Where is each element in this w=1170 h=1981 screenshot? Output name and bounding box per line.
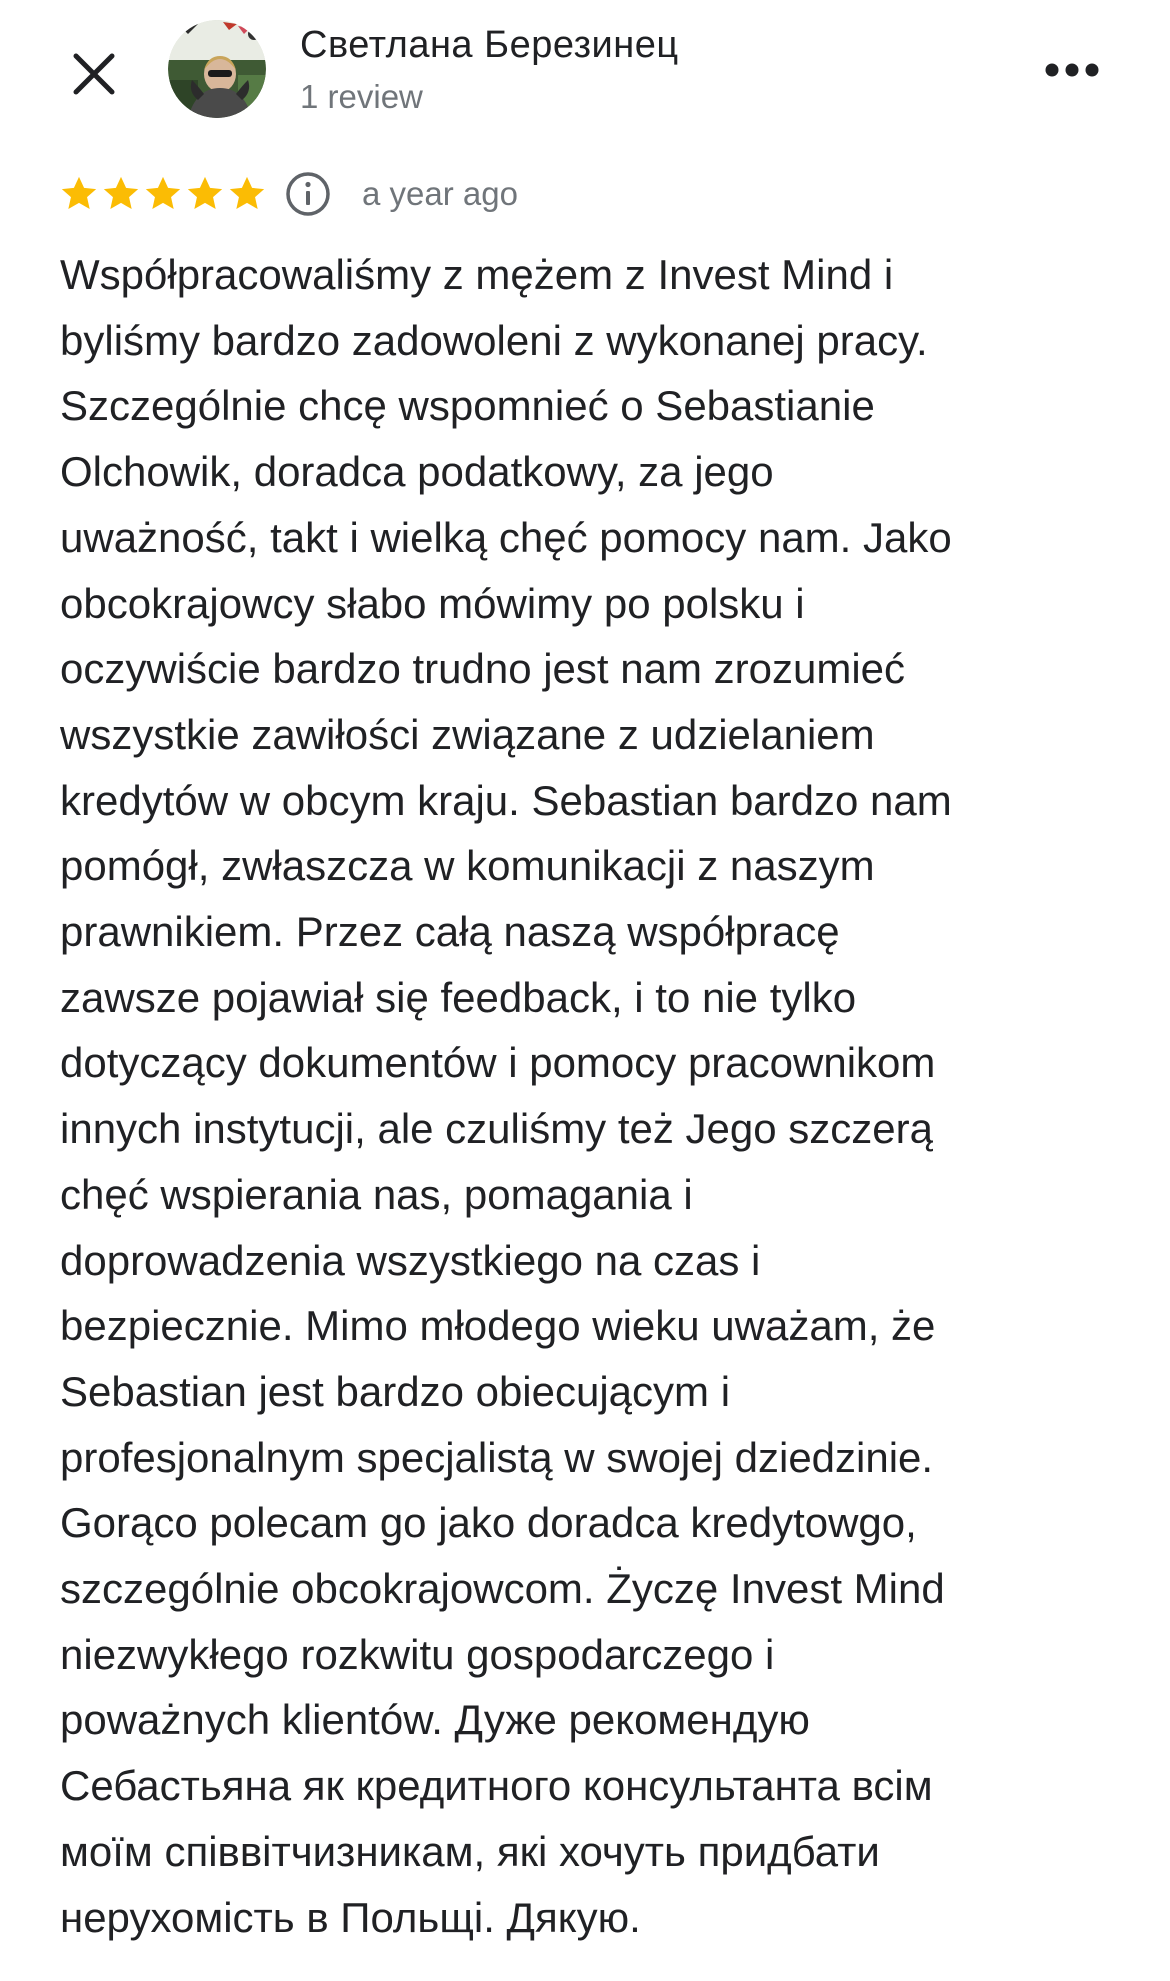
review-count[interactable]: 1 review bbox=[300, 78, 423, 115]
review-date: a year ago bbox=[362, 175, 518, 212]
star-icon bbox=[100, 173, 142, 215]
star-icon bbox=[58, 173, 100, 215]
review-header bbox=[0, 0, 1170, 150]
star-icon bbox=[226, 173, 268, 215]
rating-row bbox=[58, 168, 518, 220]
star-icon bbox=[142, 173, 184, 215]
avatar-photo bbox=[168, 20, 266, 118]
avatar[interactable] bbox=[168, 20, 266, 118]
more-options-button[interactable] bbox=[1040, 50, 1104, 90]
info-button[interactable] bbox=[284, 170, 332, 218]
more-horizontal-icon bbox=[1045, 63, 1099, 77]
star-icon bbox=[184, 173, 226, 215]
reviewer-name[interactable]: Светлана Березинец bbox=[300, 24, 679, 66]
review-body: Współpracowaliśmy z mężem z Invest Mind i byliśmy bardzo zadowoleni z wykonanej pracy. Szczególnie chcę wspomnieć o Sebastianie Olchowik, doradca podatkowy, za jego uważność, takt i wielką chęć pomocy nam. Jako obcokrajowcy słabo mówimy po polsku i oczywiście bardzo trudno jest nam zrozumieć wszystkie zawiłości związane z udzielaniem kredytów w obcym kraju. Sebastian bardzo nam pomógł, zwłaszcza w komunikacji z naszym prawnikiem. Przez całą naszą współpracę zawsze pojawiał się feedback, i to nie tylko dotyczący dokumentów i pomocy pracownikom innych instytucji, ale czuliśmy też Jego szczerą chęć wspierania nas, pomagania i doprowadzenia wszystkiego na czas i bezpiecznie. Mimo młodego wieku uważam, że Sebastian jest bardzo obiecującym i profesjonalnym specjalistą w swojej dziedzinie. Gorąco polecam go jako doradca kredytowgo, szczególnie obcokrajowcom. Życzę Invest Mind niezwykłego rozkwitu gospodarczego i poważnych klientów. Дуже рекомендую Себастьяна як кредитного консультанта всім моїм співвітчизникам, які хочуть придбати нерухомість в Польщі. Дякую. bbox=[60, 251, 952, 1941]
close-button[interactable] bbox=[62, 42, 126, 106]
close-icon bbox=[72, 52, 116, 96]
info-icon bbox=[285, 171, 331, 217]
star-rating bbox=[58, 173, 268, 215]
